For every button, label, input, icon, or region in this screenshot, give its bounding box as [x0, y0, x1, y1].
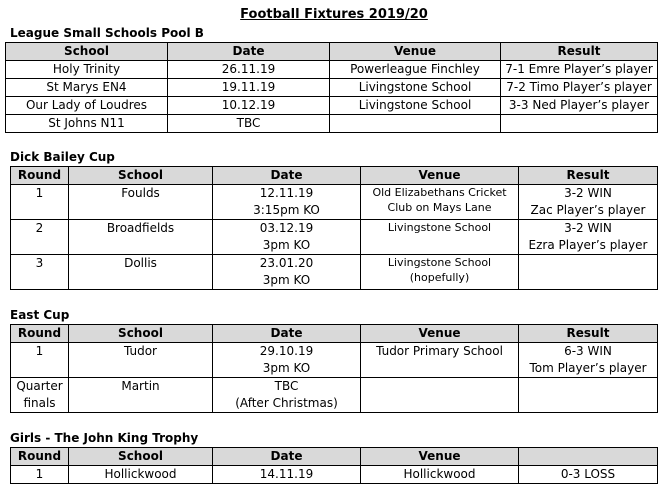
result-cell: 0-3 LOSS [519, 466, 658, 484]
date-line: 03.12.19 [259, 221, 314, 235]
round-line: 1 [35, 344, 44, 358]
venue-cell [361, 378, 519, 413]
kickoff-line: 3pm KO [262, 273, 311, 287]
venue-cell: Powerleague Finchley [330, 61, 501, 79]
result-cell [519, 378, 658, 413]
east-cup-section-title: East Cup [10, 308, 70, 322]
round-cell [11, 378, 69, 413]
table-row [11, 343, 658, 378]
round-cell: 3 [11, 255, 69, 290]
date-cell [213, 185, 361, 220]
player-line: Ezra Player’s player [528, 238, 648, 252]
column-header: Venue [361, 325, 519, 343]
kickoff-line: 3:15pm KO [253, 203, 320, 217]
school-cell: Holy Trinity [6, 61, 168, 79]
venue-line: Old Elizabethans Cricket [372, 186, 507, 199]
round-cell [11, 343, 69, 378]
school-cell: Martin [69, 378, 213, 413]
dick-bailey-table [10, 166, 658, 290]
column-header: School [6, 43, 168, 61]
girls-section-title: Girls - The John King Trophy [10, 431, 199, 445]
venue-line: Club on Mays Lane [387, 201, 492, 214]
date-cell [213, 255, 361, 290]
round-cell: 1 [11, 466, 69, 484]
note-line: (After Christmas) [235, 396, 338, 410]
column-header: School [69, 167, 213, 185]
table-header-row [11, 167, 658, 185]
result-cell: 7-2 Timo Player’s player [501, 79, 658, 97]
league-section-title: League Small Schools Pool B [10, 26, 204, 40]
east-cup-table [10, 324, 658, 413]
date-line: 12.11.19 [259, 186, 314, 200]
result-cell [519, 255, 658, 290]
column-header: Venue [361, 448, 519, 466]
column-header [519, 448, 658, 466]
venue-cell [330, 115, 501, 133]
table-row [11, 466, 658, 484]
venue-line: Livingstone School [387, 256, 492, 269]
table-row [11, 378, 658, 413]
date-line: 23.01.20 [259, 256, 314, 270]
dick-bailey-section-title: Dick Bailey Cup [10, 150, 115, 164]
round-line: Quarter [16, 379, 63, 393]
league-table [5, 42, 658, 133]
table-row [6, 61, 658, 79]
kickoff-line: 3pm KO [262, 238, 311, 252]
date-cell: 26.11.19 [168, 61, 330, 79]
date-cell [213, 378, 361, 413]
column-header: Round [11, 448, 69, 466]
round-line: finals [23, 396, 56, 410]
column-header: Round [11, 325, 69, 343]
venue-line: Livingstone School [387, 221, 492, 234]
venue-cell: Livingstone School [330, 97, 501, 115]
result-cell [519, 343, 658, 378]
player-line: Tom Player’s player [529, 361, 647, 375]
result-cell [519, 220, 658, 255]
player-line: Zac Player’s player [530, 203, 646, 217]
date-line: 29.10.19 [259, 344, 314, 358]
column-header: Result [519, 325, 658, 343]
girls-table [10, 447, 658, 484]
table-row [11, 255, 658, 290]
column-header: Venue [361, 167, 519, 185]
column-header: Date [168, 43, 330, 61]
table-row [11, 220, 658, 255]
column-header: School [69, 325, 213, 343]
column-header: School [69, 448, 213, 466]
venue-cell [361, 185, 519, 220]
round-cell: 2 [11, 220, 69, 255]
date-cell: 14.11.19 [213, 466, 361, 484]
table-row [6, 97, 658, 115]
page-title: Football Fixtures 2019/20 [240, 7, 428, 22]
date-cell: 19.11.19 [168, 79, 330, 97]
venue-cell: Tudor Primary School [361, 343, 519, 378]
table-header-row [11, 325, 658, 343]
column-header: Result [501, 43, 658, 61]
result-cell [519, 185, 658, 220]
date-cell [213, 220, 361, 255]
table-row [6, 79, 658, 97]
date-cell: 10.12.19 [168, 97, 330, 115]
school-cell: Broadfields [69, 220, 213, 255]
school-cell: Tudor [69, 343, 213, 378]
score-line: 3-2 WIN [564, 186, 612, 200]
venue-line: (hopefully) [409, 271, 470, 284]
table-row [6, 115, 658, 133]
table-header-row [6, 43, 658, 61]
table-row [11, 185, 658, 220]
result-cell [501, 115, 658, 133]
venue-cell [361, 220, 519, 255]
table-header-row [11, 448, 658, 466]
column-header: Date [213, 167, 361, 185]
score-line: 6-3 WIN [564, 344, 612, 358]
school-cell: Hollickwood [69, 466, 213, 484]
date-cell: TBC [168, 115, 330, 133]
school-cell: St Marys EN4 [6, 79, 168, 97]
venue-cell: Hollickwood [361, 466, 519, 484]
score-line: 3-2 WIN [564, 221, 612, 235]
result-cell: 7-1 Emre Player’s player [501, 61, 658, 79]
venue-cell [361, 255, 519, 290]
column-header: Result [519, 167, 658, 185]
school-cell: Dollis [69, 255, 213, 290]
date-line: TBC [274, 379, 299, 393]
date-cell [213, 343, 361, 378]
column-header: Date [213, 325, 361, 343]
result-cell: 3-3 Ned Player’s player [501, 97, 658, 115]
column-header: Date [213, 448, 361, 466]
column-header: Venue [330, 43, 501, 61]
school-cell: Our Lady of Loudres [6, 97, 168, 115]
kickoff-line: 3pm KO [262, 361, 311, 375]
venue-cell: Livingstone School [330, 79, 501, 97]
column-header: Round [11, 167, 69, 185]
round-cell: 1 [11, 185, 69, 220]
school-cell: St Johns N11 [6, 115, 168, 133]
school-cell: Foulds [69, 185, 213, 220]
